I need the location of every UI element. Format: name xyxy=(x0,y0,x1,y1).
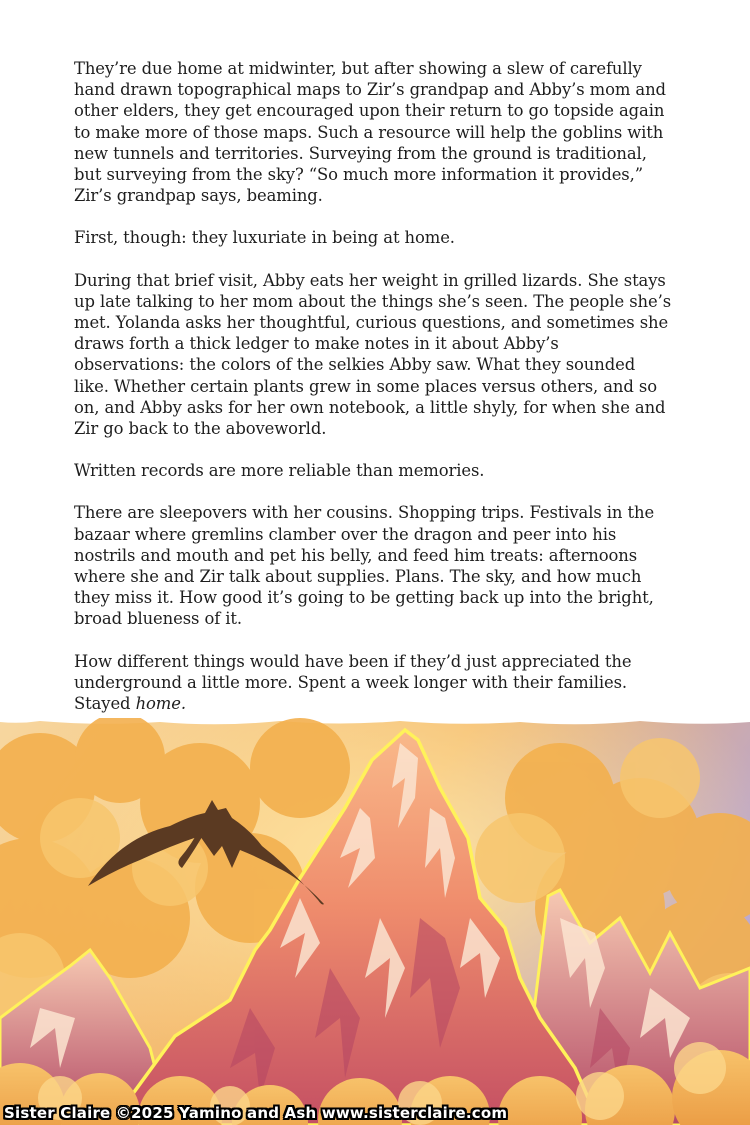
story-text xyxy=(74,58,674,735)
story-paragraph: Written records are more reliable than memories. xyxy=(74,461,485,481)
emphasized-word: home. xyxy=(135,694,186,714)
story-paragraph: First, though: they luxuriate in being at home. xyxy=(74,228,455,248)
story-paragraph: There are sleepovers with her cousins. Shopping trips. Festivals in the bazaar where gremlins clamber over the dragon and peer into his nostrils and mouth and pet his belly, and feed him treats: afternoons where she and Zir talk about supplies. Plans. The sky, and how much they miss it. How good it’s going to be getting back up into the bright, broad blueness of it. xyxy=(74,503,655,629)
story-paragraph: During that brief visit, Abby eats her weight in grilled lizards. She stays up late talking to her mom about the things she’s seen. The people she’s met. Yolanda asks her thoughtful, curious questions, and sometimes she draws forth a thick ledger to make notes in it about Abby’s observations: the colors of the selkies Abby saw. What they sounded like. Whether certain plants grew in some places versus others, and so on, and Abby asks for her own notebook, a little shyly, for when she and Zir go back to the aboveworld. xyxy=(74,270,672,439)
story-paragraph-final xyxy=(74,651,674,715)
story-text-run: How different things would have been if they’d just appreciated the underground a little more. Spent a week longer with their families. Stayed xyxy=(74,651,632,714)
story-paragraph: They’re due home at midwinter, but after showing a slew of carefully hand drawn topographical maps to Zir’s grandpap and Abby’s mom and other elders, they get encouraged upon their return to go topside again to make more of those maps. Such a resource will help the goblins with new tunnels and territories. Surveying from the ground is traditional, but surveying from the sky? “So much more information it provides,” Zir’s grandpap says, beaming. xyxy=(74,59,666,206)
mountain-scene xyxy=(0,718,750,1125)
copyright-credit: Sister Claire ©2025 Yamino and Ash www.sisterclaire.com xyxy=(4,1104,508,1122)
mountain-illustration xyxy=(0,718,750,1125)
